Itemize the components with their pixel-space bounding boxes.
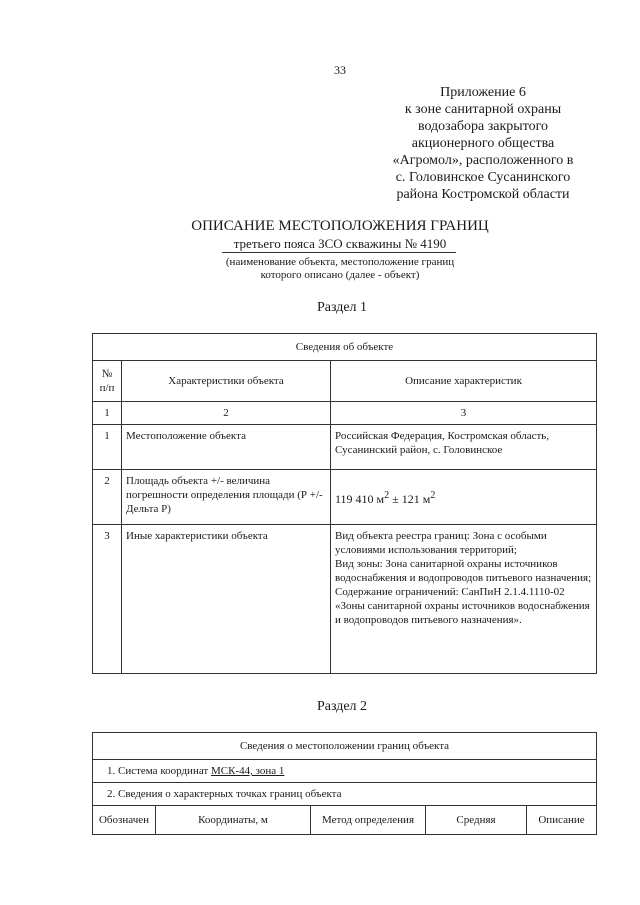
column-header: Метод определения xyxy=(311,806,426,835)
row-description xyxy=(331,470,597,525)
row-characteristic: Местоположение объекта xyxy=(122,425,331,470)
subtitle-note xyxy=(170,256,510,282)
table-row xyxy=(93,525,597,674)
row-description xyxy=(331,525,597,674)
appendix-block xyxy=(378,84,588,203)
index-cell: 2 xyxy=(122,402,331,425)
coordinate-system-label: 1. Система координат xyxy=(107,765,211,777)
points-info-row: 2. Сведения о характерных точках границ объекта xyxy=(93,783,597,806)
column-header: Координаты, м xyxy=(156,806,311,835)
description-line: Содержание ограничений: СанПиН 2.1.4.1110-02 «Зоны санитарной охраны источников водоснабжения и водопроводов питьевого назначения». xyxy=(335,586,590,626)
boundary-info-table xyxy=(92,732,597,835)
appendix-line: Приложение 6 xyxy=(440,85,526,100)
table-caption: Сведения о местоположении границ объекта xyxy=(93,733,597,760)
row-characteristic: Площадь объекта +/- величина погрешности определения площади (Р +/- Дельта Р) xyxy=(122,470,331,525)
object-info-table xyxy=(92,333,597,674)
column-header: Описание xyxy=(527,806,597,835)
page-number: 33 xyxy=(334,63,346,77)
row-description: Российская Федерация, Костромская область, Сусанинский район, с. Головинское xyxy=(331,425,597,470)
area-sup: 2 xyxy=(384,489,390,501)
appendix-line: водозабора закрытого xyxy=(417,119,549,134)
subtitle-underline xyxy=(222,252,456,253)
area-error-sup: 2 xyxy=(430,489,436,501)
header-characteristics: Характеристики объекта xyxy=(122,361,331,402)
appendix-line: к зоне санитарной охраны xyxy=(404,102,562,117)
description-line: Вид зоны: Зона санитарной охраны источников водоснабжения и водопроводов питьевого назначения; xyxy=(335,558,592,584)
coordinate-system-value: МСК-44, зона 1 xyxy=(210,765,285,777)
header-num: № п/п xyxy=(93,361,122,402)
coordinate-system-row xyxy=(93,760,597,783)
index-cell: 1 xyxy=(93,402,122,425)
section2-title: Раздел 2 xyxy=(316,699,368,714)
document-title: ОПИСАНИЕ МЕСТОПОЛОЖЕНИЯ ГРАНИЦ xyxy=(191,218,489,234)
note-line: которого описано (далее - объект) xyxy=(260,269,420,281)
section1-title: Раздел 1 xyxy=(316,300,368,315)
note-line: (наименование объекта, местоположение границ xyxy=(225,256,455,268)
row-num: 3 xyxy=(93,525,122,674)
appendix-line: «Агромол», расположенного в xyxy=(392,153,574,168)
description-line: Вид объекта реестра границ: Зона с особыми условиями использования территорий; xyxy=(335,530,547,556)
appendix-line: района Костромской области xyxy=(396,187,570,202)
table-caption: Сведения об объекте xyxy=(93,334,597,361)
column-header: Средняя xyxy=(426,806,527,835)
column-header: Обозначен xyxy=(93,806,156,835)
row-num: 2 xyxy=(93,470,122,525)
index-cell: 3 xyxy=(331,402,597,425)
document-subtitle: третьего пояса ЗСО скважины № 4190 xyxy=(233,236,447,251)
row-characteristic: Иные характеристики объекта xyxy=(122,525,331,674)
area-error: ± 121 м xyxy=(389,491,431,506)
table-row xyxy=(93,470,597,525)
area-value: 119 410 м xyxy=(335,491,385,506)
table-row xyxy=(93,425,597,470)
header-description: Описание характеристик xyxy=(331,361,597,402)
row-num: 1 xyxy=(93,425,122,470)
appendix-line: с. Головинское Сусанинского xyxy=(395,170,571,185)
appendix-line: акционерного общества xyxy=(411,136,555,151)
